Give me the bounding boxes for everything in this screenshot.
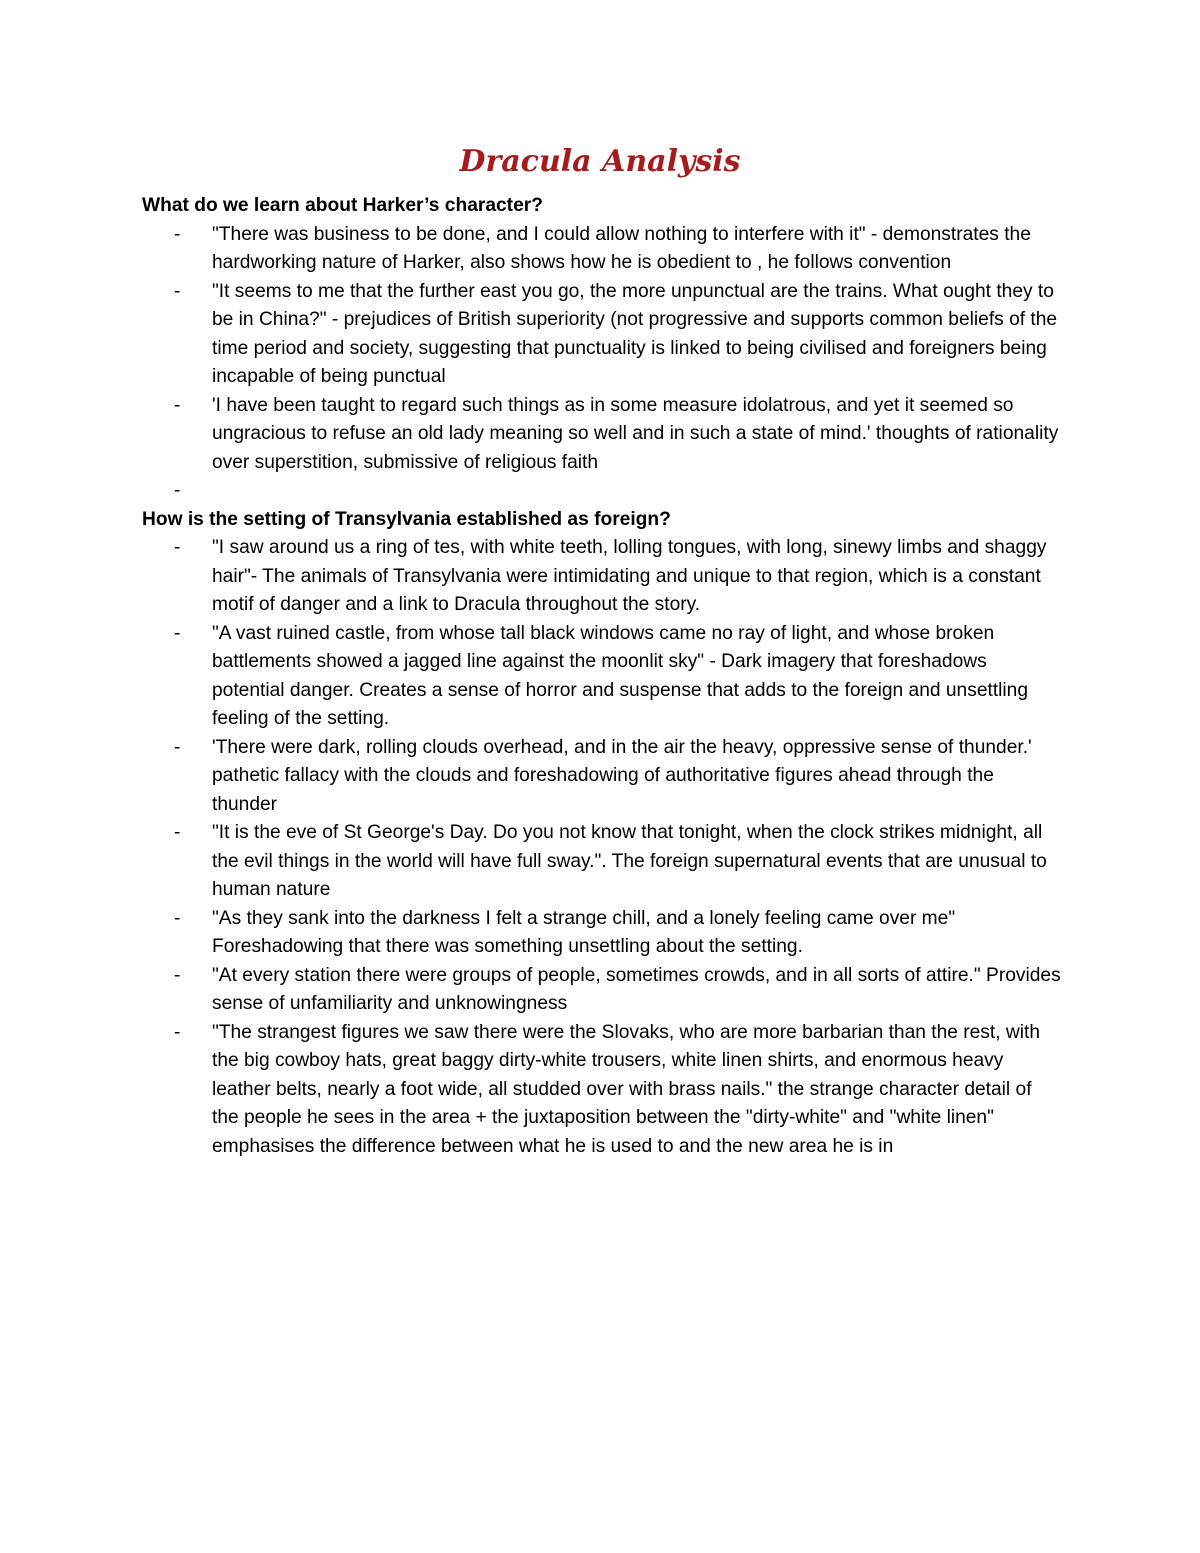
list-item <box>142 278 1062 392</box>
list-item <box>142 819 1062 905</box>
bullet-dash: - <box>174 907 181 929</box>
harker-bullet-list <box>142 221 1062 506</box>
list-item-text: "There was business to be done, and I could allow nothing to interfere with it" - demonstrates the hardworking nature of Harker, also shows how he is obedient to , he follows convention <box>212 223 1031 273</box>
list-item-empty <box>142 477 1062 506</box>
section-heading-harker: What do we learn about Harker’s character? <box>142 195 543 216</box>
transylvania-bullet-list <box>142 534 1062 1161</box>
bullet-dash: - <box>174 622 181 644</box>
list-item-text: "A vast ruined castle, from whose tall black windows came no ray of light, and whose broken battlements showed a jagged line against the moonlit sky" - Dark imagery that foreshadows potential danger. Creates a sense of horror and suspense that adds to the foreign and unsettling feeling of the setting. <box>212 622 1029 729</box>
section-heading-transylvania: How is the setting of Transylvania established as foreign? <box>142 508 671 530</box>
list-item-text: "As they sank into the darkness I felt a strange chill, and a lonely feeling came over me" Foreshadowing that there was something unsettling about the setting. <box>212 907 956 957</box>
bullet-dash: - <box>174 280 181 302</box>
list-item <box>142 620 1062 734</box>
list-item-text: "At every station there were groups of people, sometimes crowds, and in all sorts of attire." Provides sense of unfamiliarity and unknowingness <box>212 964 1061 1014</box>
bullet-dash: - <box>174 480 181 501</box>
list-item <box>142 392 1062 478</box>
bullet-dash: - <box>174 964 181 986</box>
bullet-dash: - <box>174 736 181 758</box>
list-item-text: "I saw around us a ring of tes, with white teeth, lolling tongues, with long, sinewy limbs and shaggy hair"- The animals of Transylvania were intimidating and unique to that region, which is a constant motif of danger and a link to Dracula throughout the story. <box>212 537 1047 615</box>
list-item <box>142 905 1062 962</box>
list-item-text: 'There were dark, rolling clouds overhead, and in the air the heavy, oppressive sense of thunder.' pathetic fallacy with the clouds and foreshadowing of authoritative figures ahead through the thunder <box>212 736 1032 815</box>
list-item <box>142 962 1062 1019</box>
bullet-dash: - <box>174 822 181 843</box>
document-body <box>142 192 1062 1161</box>
bullet-dash: - <box>174 537 181 558</box>
list-item-text: "It is the eve of St George's Day. Do you not know that tonight, when the clock strikes midnight, all the evil things in the world will have full sway.". The foreign supernatural events that are unusual to human nature <box>212 822 1047 900</box>
list-item-text: "It seems to me that the further east you go, the more unpunctual are the trains. What ought they to be in China?" - prejudices of British superiority (not progressive and supports common beliefs of the time period and society, suggesting that punctuality is linked to being civilised and foreigners being incapable of being punctual <box>212 280 1058 387</box>
document-title: Dracula Analysis <box>459 144 741 179</box>
list-item <box>142 534 1062 620</box>
list-item <box>142 1019 1062 1162</box>
list-item <box>142 734 1062 820</box>
list-item-text: "The strangest figures we saw there were the Slovaks, who are more barbarian than the rest, with the big cowboy hats, great baggy dirty-white trousers, white linen shirts, and enormous heavy leather belts, nearly a foot wide, all studded over with brass nails." the strange character detail of the people he sees in the area + the juxtaposition between the "dirty-white" and "white linen" emphasises the difference between what he is used to and the new area he is in <box>212 1021 1041 1157</box>
list-item <box>142 221 1062 278</box>
bullet-dash: - <box>174 223 181 245</box>
bullet-dash: - <box>174 1021 181 1043</box>
list-item-text: 'I have been taught to regard such things as in some measure idolatrous, and yet it seemed so ungracious to refuse an old lady meaning so well and in such a state of mind.' thoughts of rationality over superstition, submissive of religious faith <box>212 394 1059 473</box>
bullet-dash: - <box>174 394 181 416</box>
